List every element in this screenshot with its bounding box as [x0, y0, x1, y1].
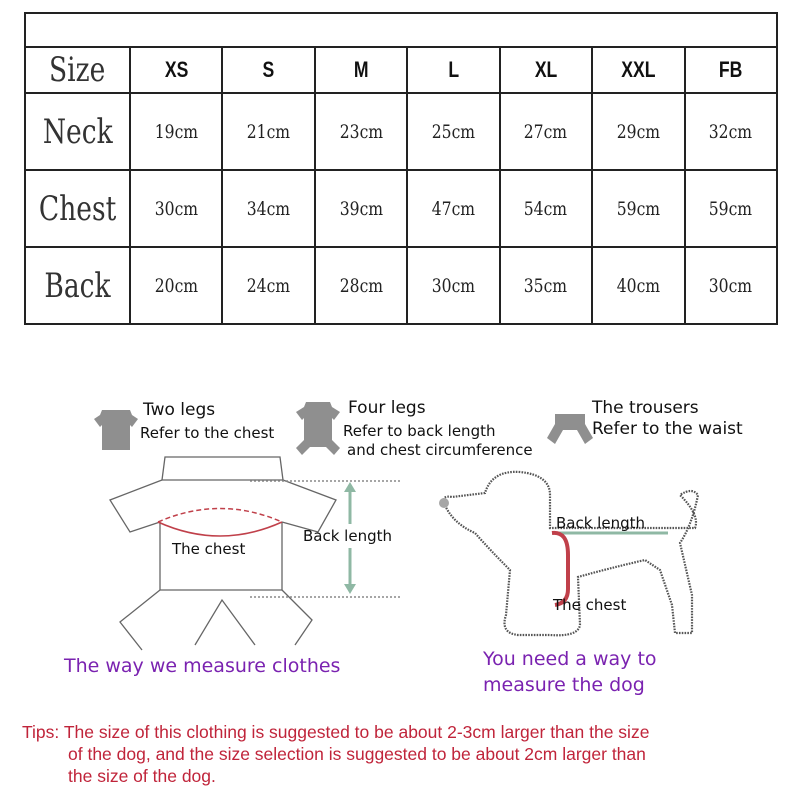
table-title-cell [25, 13, 777, 47]
table-cell [500, 93, 592, 170]
size-header-fb [685, 47, 777, 93]
table-cell [222, 170, 314, 247]
cell-value: 40cm [616, 274, 660, 297]
dog-caption-line2: measure the dog [483, 674, 645, 696]
dog-chest-label: The chest [553, 596, 627, 614]
table-cell [592, 247, 684, 324]
size-header-xl [500, 47, 592, 93]
table-cell [222, 247, 314, 324]
cell-value: 28cm [339, 274, 383, 297]
cell-value: 21cm [246, 120, 291, 143]
table-cell [500, 170, 592, 247]
size-header-l [407, 47, 499, 93]
table-cell [685, 93, 777, 170]
size-header-xs [130, 47, 222, 93]
cell-value: 19cm [154, 120, 198, 143]
size-label: XS [164, 57, 188, 82]
header-label-cell [25, 47, 130, 93]
table-cell [407, 247, 499, 324]
dog-caption-line1: You need a way to [483, 648, 657, 670]
cell-value: 35cm [524, 274, 568, 297]
size-header-xxl [592, 47, 684, 93]
clothes-chest-label: The chest [172, 540, 246, 558]
cell-value: 34cm [246, 197, 291, 220]
size-chart-table [24, 12, 778, 325]
table-cell [592, 170, 684, 247]
cell-value: 23cm [339, 120, 383, 143]
size-label: M [353, 57, 369, 82]
clothes-caption: The way we measure clothes [64, 655, 341, 677]
size-header-s [222, 47, 314, 93]
dog-back-length-label: Back length [556, 514, 645, 532]
row-label-cell [25, 247, 130, 324]
table-cell [315, 93, 407, 170]
table-cell [407, 93, 499, 170]
cell-value: 30cm [709, 274, 753, 297]
size-label: L [448, 57, 459, 82]
dog-outline-diagram [430, 465, 710, 645]
cell-value: 59cm [709, 197, 753, 220]
four-legs-title: Four legs [348, 398, 426, 418]
trousers-icon [545, 412, 595, 446]
cell-value: 54cm [524, 197, 568, 220]
table-header-row [25, 47, 777, 93]
cell-value: 32cm [709, 120, 753, 143]
table-cell [315, 170, 407, 247]
size-header-label: Size [49, 50, 106, 90]
size-label: FB [719, 57, 743, 82]
table-cell [130, 247, 222, 324]
table-cell [407, 170, 499, 247]
table-cell [130, 93, 222, 170]
row-label-cell [25, 93, 130, 170]
table-cell [685, 247, 777, 324]
tips-line-2: of the dog, and the size selection is suggested to be about 2cm larger than [68, 744, 646, 764]
trousers-subtitle: Refer to the waist [592, 419, 743, 439]
cell-value: 59cm [616, 197, 660, 220]
cell-value: 25cm [431, 120, 476, 143]
tips-line-3: the size of the dog. [68, 766, 216, 786]
size-label: XXL [621, 57, 656, 82]
trousers-title: The trousers [592, 398, 699, 418]
cell-value: 27cm [524, 120, 568, 143]
size-header-m [315, 47, 407, 93]
two-legs-garment-icon [92, 407, 140, 451]
tips-note [22, 721, 792, 787]
four-legs-garment-icon [292, 400, 344, 456]
row-label: Chest [38, 188, 117, 229]
four-legs-subtitle-line2: and chest circumference [347, 441, 533, 459]
table-row-back [25, 247, 777, 324]
size-label: S [262, 57, 275, 82]
table-cell [685, 170, 777, 247]
table-cell [500, 247, 592, 324]
cell-value: 29cm [616, 120, 660, 143]
cell-value: 30cm [431, 274, 476, 297]
four-legs-subtitle-line1: Refer to back length [343, 422, 496, 440]
cell-value: 30cm [154, 197, 198, 220]
table-cell [315, 247, 407, 324]
cell-value: 39cm [339, 197, 383, 220]
clothes-back-length-label: Back length [303, 527, 392, 545]
size-label: XL [534, 57, 558, 82]
table-cell [222, 93, 314, 170]
table-cell [130, 170, 222, 247]
table-row-chest [25, 170, 777, 247]
row-label-cell [25, 170, 130, 247]
row-label: Neck [42, 111, 113, 152]
tips-line-1: Tips: The size of this clothing is suggested to be about 2-3cm larger than the size [22, 722, 650, 742]
two-legs-subtitle: Refer to the chest [140, 424, 275, 442]
cell-value: 24cm [246, 274, 291, 297]
cell-value: 20cm [154, 274, 198, 297]
clothes-outline-diagram [100, 450, 440, 650]
table-cell [592, 93, 684, 170]
cell-value: 47cm [431, 197, 476, 220]
two-legs-title: Two legs [143, 400, 216, 420]
row-label: Back [44, 265, 111, 306]
table-row-neck [25, 93, 777, 170]
table-title-row [25, 13, 777, 47]
